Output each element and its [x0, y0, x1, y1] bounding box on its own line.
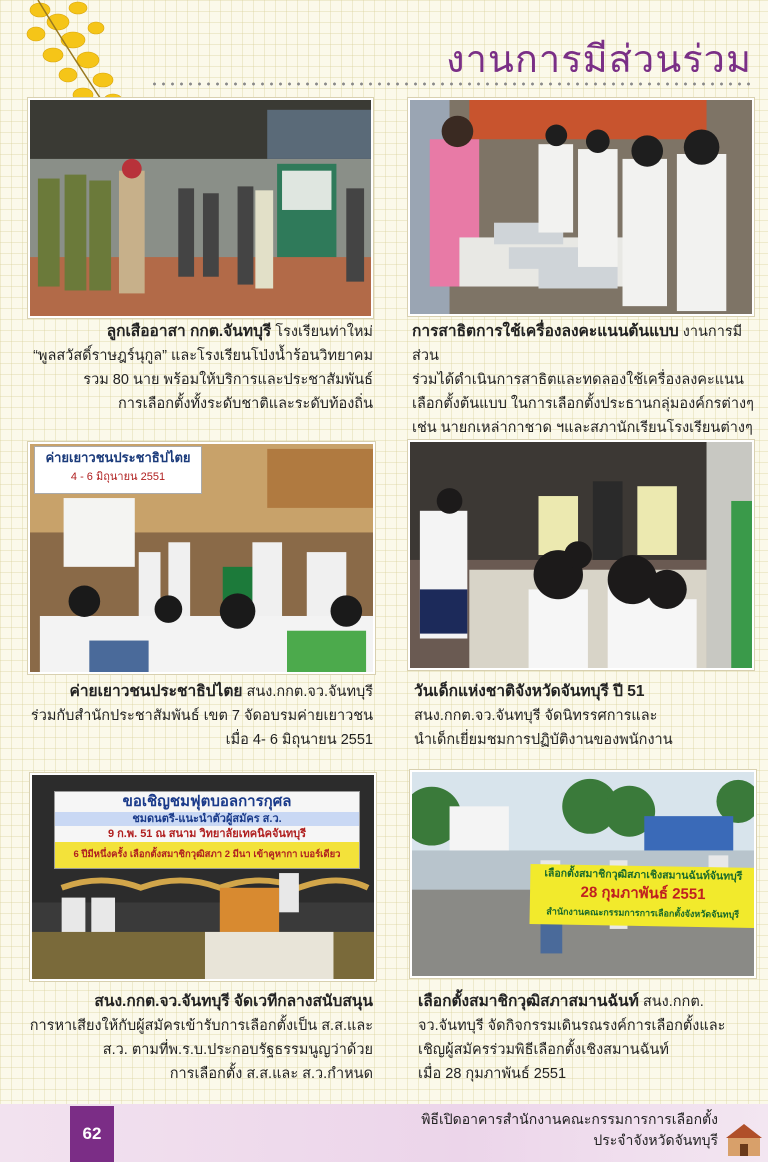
caption-campaign-stage — [28, 990, 373, 1086]
caption-heading: ค่ายเยาวชนประชาธิปไตย — [69, 683, 243, 700]
caption-heading: สนง.กกต.จว.จันทบุรี จัดเวทีกลางสนับสนุน — [94, 993, 373, 1010]
caption-line: “พูลสวัสดิ์ราษฎร์นุกูล” และโรงเรียนโป่งน้ำร้อนวิทยาคม — [33, 348, 373, 364]
stage-banner — [54, 791, 360, 869]
photo-scouts — [28, 98, 373, 318]
stage-banner-strip: 6 ปีมีหนึ่งครั้ง เลือกตั้งสมาชิกวุฒิสภา 2 มีนา เข้าคูหากา เบอร์เดียว — [55, 842, 359, 868]
caption-line: การหาเสียงให้กับผู้สมัครเข้ารับการเลือกตั้งเป็น ส.ส.และ — [29, 1018, 373, 1034]
building-icon — [724, 1118, 764, 1158]
caption-line: เลือกตั้งต้นแบบ ในการเลือกตั้งประธานกลุ่มองค์กรต่างๆ — [412, 396, 754, 412]
parade-banner-org: สำนักงานคณะกรรมการการเลือกตั้งจังหวัดจันทบุรี — [546, 906, 740, 920]
photo-voting-machine-demo — [408, 98, 754, 316]
caption-heading: วันเด็กแห่งชาติจังหวัดจันทบุรี ปี 51 — [414, 683, 645, 700]
caption-line: โรงเรียนท่าใหม่ — [275, 324, 373, 340]
caption-line: ร่วมกับสำนักประชาสัมพันธ์ เขต 7 จัดอบรมค่ายเยาวชน — [30, 708, 373, 724]
stage-banner-subtitle: ชมดนตรี-แนะนำตัวผู้สมัคร ส.ว. — [55, 812, 359, 826]
footer-caption — [421, 1109, 718, 1151]
caption-scouts — [28, 320, 373, 416]
stage-banner-title: ขอเชิญชมฟุตบอลการกุศล — [122, 793, 292, 810]
caption-line: เช่น นายกเหล่ากาชาด ฯและสภานักเรียนโรงเรียนต่างๆ — [412, 420, 753, 436]
photo-youth-democracy-camp — [28, 442, 375, 674]
photo-campaign-stage — [30, 773, 376, 981]
page-number: 62 — [70, 1106, 114, 1162]
caption-line: การเลือกตั้ง ส.ส.และ ส.ว.กำหนด — [169, 1066, 373, 1082]
caption-line: เมื่อ 4- 6 มิถุนายน 2551 — [225, 732, 373, 748]
camp-banner-title: ค่ายเยาวชนประชาธิปไตย — [45, 450, 191, 465]
parade-banner-title: เลือกตั้งสมาชิกวุฒิสภาเชิงสมานฉันท์จันทบุรี — [544, 867, 743, 883]
caption-youth-democracy-camp — [28, 680, 373, 752]
caption-heading: การสาธิตการใช้เครื่องลงคะแนนต้นแบบ — [412, 323, 679, 340]
caption-election-parade — [418, 990, 758, 1086]
parade-banner — [529, 864, 756, 928]
caption-line: เชิญผู้สมัครร่วมพิธีเลือกตั้งเชิงสมานฉันท์ — [418, 1042, 669, 1058]
dotted-divider — [150, 82, 756, 86]
caption-line: สนง.กกต. — [642, 994, 704, 1010]
caption-childrens-day — [414, 680, 760, 752]
caption-line: สนง.กกต.จว.จันทบุรี จัดนิทรรศการและ — [414, 708, 658, 724]
footer-line: พิธีเปิดอาคารสำนักงานคณะกรรมการการเลือกตั้ง — [421, 1111, 718, 1127]
section-title: งานการมีส่วนร่วม — [446, 37, 752, 81]
caption-line: งานการมีส่วน — [412, 324, 743, 364]
photo-election-parade — [410, 770, 756, 978]
caption-line: ร่วมได้ดำเนินการสาธิตและทดลองใช้เครื่องลงคะแนน — [412, 372, 744, 388]
caption-heading: ลูกเสืออาสา กกต.จันทบุรี — [106, 323, 272, 340]
caption-line: ส.ว. ตามที่พ.ร.บ.ประกอบรัฐธรรมนูญว่าด้วย — [102, 1042, 373, 1058]
camp-banner-date: 4 - 6 มิถุนายน 2551 — [70, 471, 166, 483]
caption-voting-machine-demo — [412, 320, 758, 440]
caption-line: การเลือกตั้งทั้งระดับชาติและระดับท้องถิ่น — [117, 396, 373, 412]
photo-childrens-day — [408, 440, 754, 670]
camp-banner — [34, 446, 202, 494]
parade-banner-date: 28 กุมภาพันธ์ 2551 — [580, 883, 706, 904]
caption-line: สนง.กกต.จว.จันทบุรี — [246, 684, 373, 700]
footer-line: ประจำจังหวัดจันทบุรี — [593, 1132, 718, 1148]
caption-line: เมื่อ 28 กุมภาพันธ์ 2551 — [418, 1066, 567, 1082]
stage-banner-date: 9 ก.พ. 51 ณ สนาม วิทยาลัยเทคนิคจันทบุรี — [107, 828, 307, 840]
caption-line: จว.จันทบุรี จัดกิจกรรมเดินรณรงค์การเลือกตั้งและ — [418, 1018, 726, 1034]
caption-heading: เลือกตั้งสมาชิกวุฒิสภาสมานฉันท์ — [418, 993, 639, 1010]
caption-line: รวม 80 นาย พร้อมให้บริการและประชาสัมพันธ์ — [83, 372, 373, 388]
caption-line: นำเด็กเยี่ยมชมการปฏิบัติงานของพนักงาน — [414, 732, 673, 748]
